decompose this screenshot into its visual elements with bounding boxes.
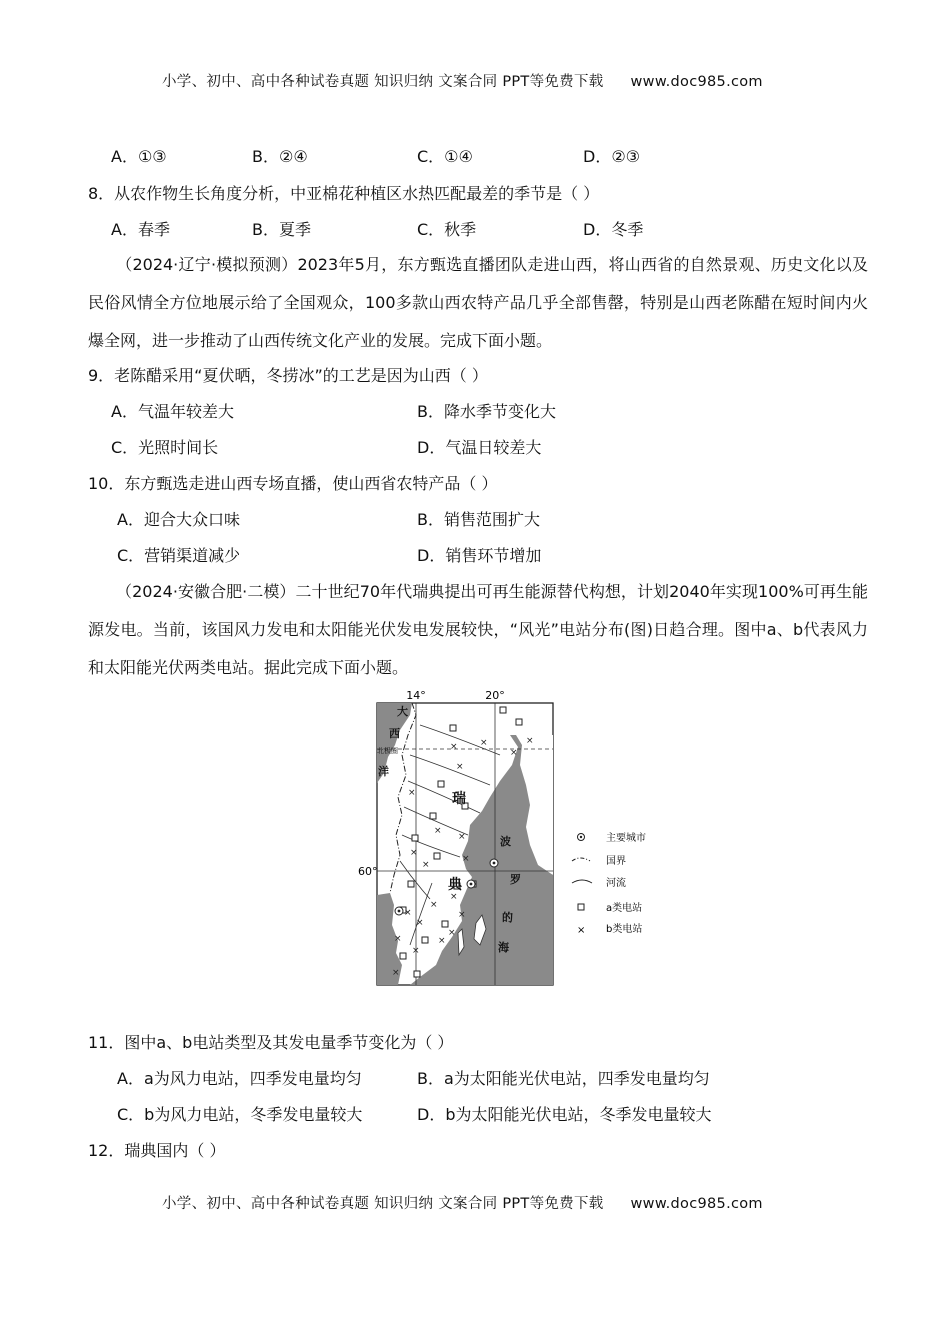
q8-option-d: D．冬季	[583, 220, 644, 239]
label-xi: 西	[389, 727, 400, 740]
svg-text:×: ×	[450, 892, 458, 902]
q10-option-d: D．销售环节增加	[417, 546, 542, 565]
lon-label-14: 14°	[406, 689, 426, 702]
q7-option-a: A．①③	[111, 147, 167, 166]
lat-label-60: 60°	[358, 865, 378, 878]
legend-a-station: a类电站	[606, 903, 643, 914]
q11-option-c: C．b为风力电站，冬季发电量较大	[117, 1105, 363, 1124]
q7-option-c: C．①④	[417, 147, 473, 166]
svg-text:×: ×	[577, 925, 586, 936]
svg-text:×: ×	[404, 908, 412, 918]
q9-option-c: C．光照时间长	[111, 438, 219, 457]
svg-text:×: ×	[412, 946, 420, 956]
header-text: 小学、初中、高中各种试卷真题 知识归纳 文案合同 PPT等免费下载	[162, 74, 604, 90]
q11-option-d: D．b为太阳能光伏电站，冬季发电量较大	[417, 1105, 712, 1124]
svg-text:×: ×	[458, 832, 466, 842]
svg-text:×: ×	[394, 934, 402, 944]
passage-sweden	[88, 573, 868, 687]
footer-site: www.doc985.com	[630, 1196, 763, 1212]
svg-text:×: ×	[410, 848, 418, 858]
label-hai: 海	[498, 941, 509, 954]
q9-option-d: D．气温日较差大	[417, 438, 542, 457]
svg-text:×: ×	[392, 968, 400, 978]
svg-text:×: ×	[448, 928, 456, 938]
svg-text:×: ×	[430, 900, 438, 910]
legend-b-station: b类电站	[606, 924, 643, 935]
label-arctic-circle: 北极圈	[377, 747, 398, 755]
page-footer	[162, 1192, 763, 1213]
header-site: www.doc985.com	[630, 74, 763, 90]
svg-text:×: ×	[510, 748, 518, 758]
q10-option-b: B．销售范围扩大	[417, 510, 540, 529]
q7-option-b: B．②④	[252, 147, 308, 166]
passage-shanxi-text: （2024·辽宁·模拟预测）2023年5月，东方甄选直播团队走进山西，将山西省的自然景观、历史文化以及民俗风情全方位地展示给了全国观众，100多款山西农特产品几乎全部售罄，特别是山西老陈醋在短时间内火爆全网，进一步推动了山西传统文化产业的发展。完成下面小题。	[88, 255, 868, 350]
q7-option-d: D．②③	[583, 147, 641, 166]
passage-sweden-text: （2024·安徽合肥·二模）二十世纪70年代瑞典提出可再生能源替代构想，计划2040年实现100%可再生能源发电。当前，该国风力发电和太阳能光伏发电发展较快，“风光”电站分布(图)日趋合理。图中a、b代表风力和太阳能光伏两类电站。据此完成下面小题。	[88, 582, 868, 677]
label-de: 的	[502, 911, 513, 924]
svg-text:×: ×	[438, 936, 446, 946]
svg-text:×: ×	[458, 910, 466, 920]
q9-option-a: A．气温年较差大	[111, 402, 234, 421]
q9-option-b: B．降水季节变化大	[417, 402, 556, 421]
q11-stem: 11．图中a、b电站类型及其发电量季节变化为（ ）	[88, 1033, 454, 1052]
footer-text: 小学、初中、高中各种试卷真题 知识归纳 文案合同 PPT等免费下载	[162, 1196, 604, 1212]
svg-text:×: ×	[462, 854, 470, 864]
sweden-power-station-map	[350, 685, 670, 995]
svg-text:×: ×	[434, 826, 442, 836]
q11-option-b: B．a为太阳能光伏电站，四季发电量均匀	[417, 1069, 710, 1088]
lon-label-20: 20°	[485, 689, 505, 702]
svg-text:×: ×	[450, 742, 458, 752]
q8-option-c: C．秋季	[417, 220, 477, 239]
svg-text:×: ×	[416, 918, 424, 928]
q12-stem: 12．瑞典国内（ ）	[88, 1141, 226, 1160]
legend-border: 国界	[606, 856, 626, 867]
map-legend	[572, 831, 646, 936]
label-da: 大	[397, 705, 408, 718]
q10-option-c: C．营销渠道减少	[117, 546, 241, 565]
q10-option-a: A．迎合大众口味	[117, 510, 240, 529]
label-yang: 洋	[378, 765, 389, 778]
label-rui: 瑞	[452, 791, 466, 807]
svg-text:×: ×	[456, 762, 464, 772]
page-header	[162, 70, 763, 91]
svg-text:×: ×	[422, 860, 430, 870]
label-dian: 典	[448, 877, 462, 893]
legend-river: 河流	[606, 878, 626, 889]
q8-stem: 8．从农作物生长角度分析，中亚棉花种植区水热匹配最差的季节是（ ）	[88, 184, 600, 203]
q8-option-a: A．春季	[111, 220, 170, 239]
q8-option-b: B．夏季	[252, 220, 311, 239]
label-bo: 波	[500, 835, 511, 848]
svg-text:×: ×	[408, 788, 416, 798]
label-luo: 罗	[510, 873, 521, 886]
svg-text:×: ×	[480, 738, 488, 748]
q10-stem: 10．东方甄选走进山西专场直播，使山西省农特产品（ ）	[88, 474, 498, 493]
q11-option-a: A．a为风力电站，四季发电量均匀	[117, 1069, 362, 1088]
passage-shanxi	[88, 246, 868, 360]
q9-stem: 9．老陈醋采用“夏伏晒，冬捞冰”的工艺是因为山西（ ）	[88, 366, 488, 385]
legend-main-city: 主要城市	[606, 833, 646, 844]
svg-text:×: ×	[526, 736, 534, 746]
